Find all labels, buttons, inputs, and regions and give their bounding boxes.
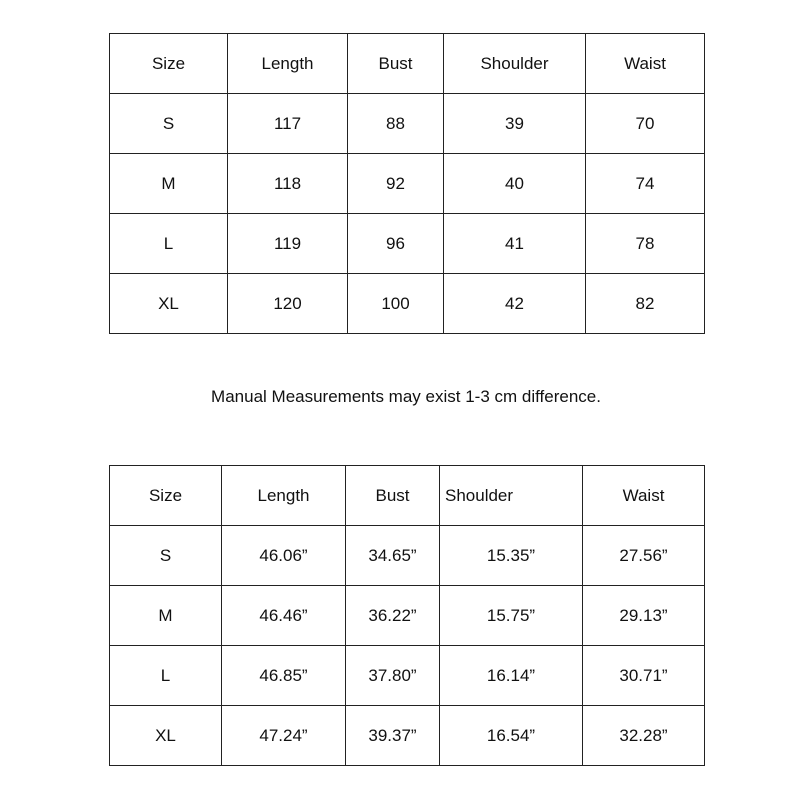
size-chart-cm-table xyxy=(109,33,705,334)
size-cell: S xyxy=(110,94,228,154)
size-cell: XL xyxy=(110,274,228,334)
size-chart-inch-table xyxy=(109,465,705,766)
header-cell-waist: Waist xyxy=(586,34,705,94)
bust-cell: 100 xyxy=(348,274,444,334)
shoulder-cell: 39 xyxy=(444,94,586,154)
length-cell: 117 xyxy=(228,94,348,154)
header-cell-shoulder: Shoulder xyxy=(444,34,586,94)
table-header-row xyxy=(110,34,705,94)
length-cell: 46.85” xyxy=(222,646,346,706)
length-cell: 118 xyxy=(228,154,348,214)
size-cell: XL xyxy=(110,706,222,766)
header-cell-bust: Bust xyxy=(346,466,440,526)
shoulder-cell: 41 xyxy=(444,214,586,274)
length-cell: 47.24” xyxy=(222,706,346,766)
measurement-note: Manual Measurements may exist 1-3 cm difference. xyxy=(211,387,601,406)
bust-cell: 88 xyxy=(348,94,444,154)
shoulder-cell: 16.54” xyxy=(440,706,583,766)
shoulder-cell: 42 xyxy=(444,274,586,334)
table-row xyxy=(110,706,705,766)
bust-cell: 96 xyxy=(348,214,444,274)
size-cell: S xyxy=(110,526,222,586)
header-cell-bust: Bust xyxy=(348,34,444,94)
waist-cell: 82 xyxy=(586,274,705,334)
bust-cell: 36.22” xyxy=(346,586,440,646)
shoulder-cell: 40 xyxy=(444,154,586,214)
table-header-row xyxy=(110,466,705,526)
waist-cell: 74 xyxy=(586,154,705,214)
header-cell-shoulder: Shoulder xyxy=(440,466,583,526)
waist-cell: 30.71” xyxy=(583,646,705,706)
table-row xyxy=(110,154,705,214)
size-cell: M xyxy=(110,586,222,646)
table-row xyxy=(110,646,705,706)
bust-cell: 39.37” xyxy=(346,706,440,766)
header-cell-waist: Waist xyxy=(583,466,705,526)
bust-cell: 92 xyxy=(348,154,444,214)
table-row xyxy=(110,94,705,154)
length-cell: 119 xyxy=(228,214,348,274)
waist-cell: 27.56” xyxy=(583,526,705,586)
shoulder-cell: 15.35” xyxy=(440,526,583,586)
length-cell: 46.46” xyxy=(222,586,346,646)
table-row xyxy=(110,214,705,274)
header-cell-size: Size xyxy=(110,466,222,526)
length-cell: 46.06” xyxy=(222,526,346,586)
table-row xyxy=(110,586,705,646)
size-cell: L xyxy=(110,214,228,274)
bust-cell: 34.65” xyxy=(346,526,440,586)
table-row xyxy=(110,274,705,334)
shoulder-cell: 15.75” xyxy=(440,586,583,646)
bust-cell: 37.80” xyxy=(346,646,440,706)
length-cell: 120 xyxy=(228,274,348,334)
shoulder-cell: 16.14” xyxy=(440,646,583,706)
table-row xyxy=(110,526,705,586)
waist-cell: 70 xyxy=(586,94,705,154)
size-cell: L xyxy=(110,646,222,706)
header-cell-length: Length xyxy=(222,466,346,526)
header-cell-length: Length xyxy=(228,34,348,94)
size-cell: M xyxy=(110,154,228,214)
header-cell-size: Size xyxy=(110,34,228,94)
waist-cell: 32.28” xyxy=(583,706,705,766)
waist-cell: 29.13” xyxy=(583,586,705,646)
waist-cell: 78 xyxy=(586,214,705,274)
